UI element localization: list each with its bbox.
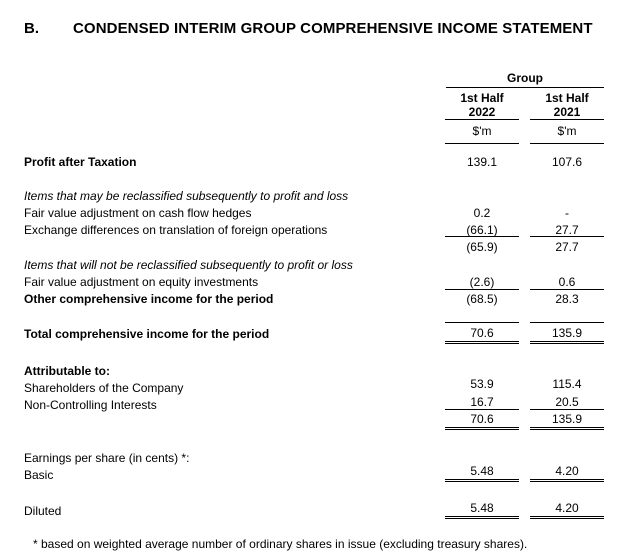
row-value-2021: 135.9: [551, 326, 583, 340]
row-value-2022: 70.6: [470, 326, 494, 340]
subtotal-rule: [445, 236, 519, 237]
row-value-2022: 5.48: [470, 464, 494, 478]
total-double-rule: [445, 516, 519, 517]
row-value-2022: 0.2: [473, 206, 491, 220]
row-value-2022: 5.48: [470, 501, 494, 515]
row-heading: Earnings per share (in cents) *:: [24, 451, 190, 465]
row-heading: Items that will not be reclassified subsequently to profit or loss: [24, 258, 353, 272]
group-column-label: Group: [507, 71, 543, 85]
row-value-2021: 4.20: [555, 464, 579, 478]
col2-year: 2021: [553, 105, 581, 119]
row-value-2021: 0.6: [558, 275, 576, 289]
total-double-rule: [530, 479, 604, 480]
total-double-rule: [445, 481, 519, 482]
subtotal-value-2021: 135.9: [551, 412, 583, 426]
total-top-rule: [530, 322, 604, 323]
row-value-2022: 139.1: [466, 155, 498, 169]
row-label: Other comprehensive income for the period: [24, 292, 274, 306]
page-title: CONDENSED INTERIM GROUP COMPREHENSIVE INCOME STATEMENT: [73, 20, 593, 37]
row-label: Basic: [24, 468, 54, 482]
row-label: Shareholders of the Company: [24, 381, 184, 395]
col1-unit-rule: [445, 143, 519, 144]
row-label: Diluted: [24, 504, 62, 518]
total-double-rule: [530, 427, 604, 428]
col2-header-rule: [530, 119, 604, 120]
col1-year: 2022: [468, 105, 496, 119]
total-double-rule: [445, 343, 519, 344]
row-label: Total comprehensive income for the period: [24, 327, 270, 341]
subtotal-rule: [530, 409, 604, 410]
col2-unit-rule: [530, 143, 604, 144]
row-value-2021: 28.3: [555, 292, 579, 306]
row-value-2022: (68.5): [466, 292, 498, 306]
row-label: Profit after Taxation: [24, 155, 137, 169]
total-double-rule: [530, 481, 604, 482]
row-value-2021: 20.5: [555, 395, 579, 409]
subtotal-rule: [530, 236, 604, 237]
total-double-rule: [530, 429, 604, 430]
row-value-2022: (2.6): [469, 275, 495, 289]
col1-period: 1st Half: [460, 91, 504, 105]
total-double-rule: [445, 427, 519, 428]
subtotal-value-2022: 70.6: [470, 412, 494, 426]
row-heading: Items that may be reclassified subsequently to profit and loss: [24, 189, 349, 203]
row-value-2022: 16.7: [470, 395, 494, 409]
row-heading: Attributable to:: [24, 364, 110, 378]
total-double-rule: [445, 518, 519, 519]
total-double-rule: [445, 341, 519, 342]
footnote: * based on weighted average number of ordinary shares in issue (excluding treasury shares).: [33, 537, 528, 551]
subtotal-rule: [530, 289, 604, 290]
subtotal-value-2022: (65.9): [466, 240, 498, 254]
row-value-2021: -: [565, 206, 569, 220]
row-value-2022: (66.1): [466, 223, 498, 237]
subtotal-rule: [445, 409, 519, 410]
group-underline: [446, 87, 604, 88]
subtotal-rule: [445, 289, 519, 290]
section-letter: B.: [24, 20, 39, 37]
total-top-rule: [445, 322, 519, 323]
row-value-2021: 4.20: [555, 501, 579, 515]
col2-unit: $'m: [557, 124, 577, 138]
col1-header-rule: [445, 119, 519, 120]
total-double-rule: [530, 341, 604, 342]
total-double-rule: [530, 343, 604, 344]
row-value-2021: 115.4: [552, 377, 582, 391]
row-label: Non-Controlling Interests: [24, 398, 157, 412]
col1-unit: $'m: [472, 124, 492, 138]
row-label: Exchange differences on translation of foreign operations: [24, 223, 328, 237]
subtotal-value-2021: 27.7: [555, 240, 579, 254]
row-value-2022: 53.9: [470, 377, 494, 391]
row-value-2021: 27.7: [555, 223, 579, 237]
total-double-rule: [445, 429, 519, 430]
total-double-rule: [530, 518, 604, 519]
row-value-2021: 107.6: [551, 155, 583, 169]
row-label: Fair value adjustment on equity investments: [24, 275, 259, 289]
col2-period: 1st Half: [545, 91, 589, 105]
row-label: Fair value adjustment on cash flow hedges: [24, 206, 252, 220]
total-double-rule: [530, 516, 604, 517]
total-double-rule: [445, 479, 519, 480]
